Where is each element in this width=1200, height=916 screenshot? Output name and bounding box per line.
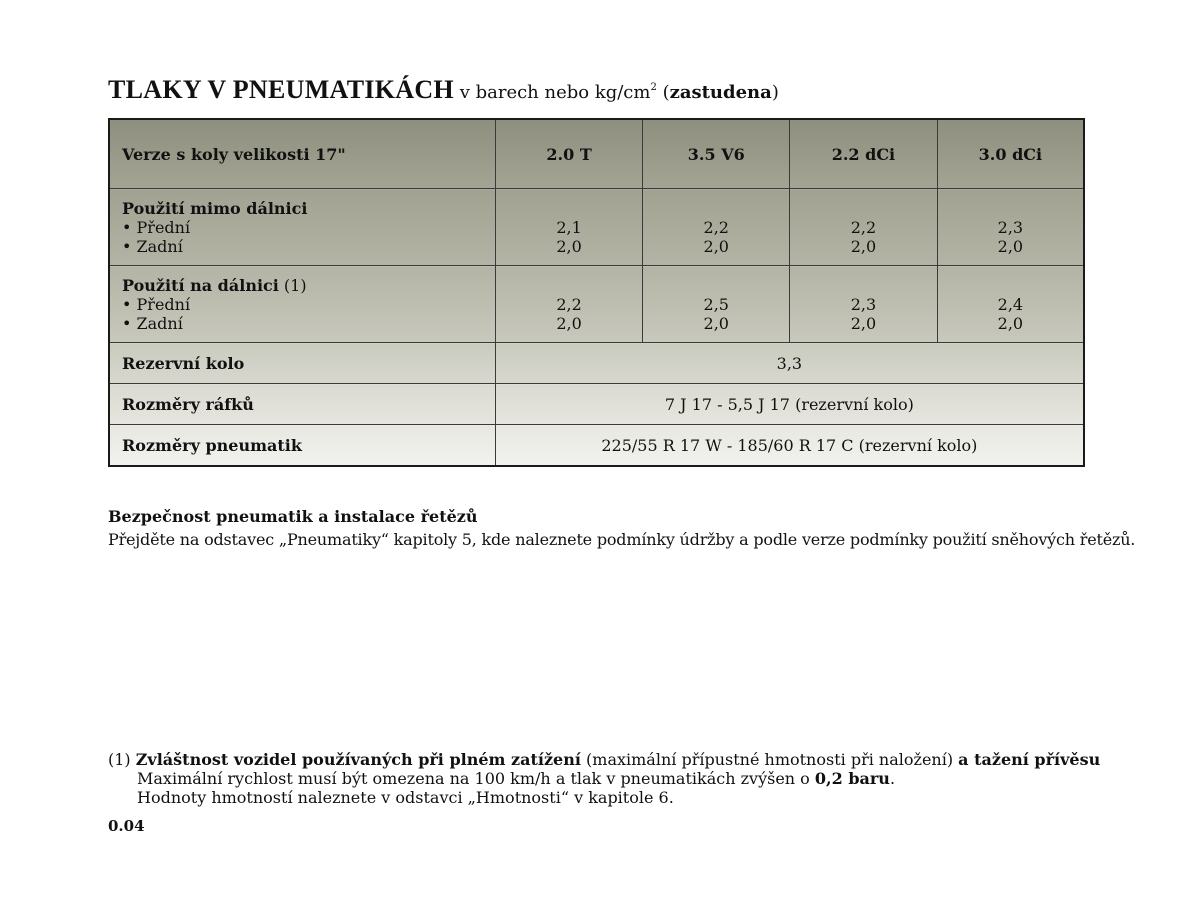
front-value: 2,5 xyxy=(703,294,729,314)
rims-value: 7 J 17 - 5,5 J 17 (rezervní kolo) xyxy=(495,384,1084,425)
spare-label: Rezervní kolo xyxy=(109,343,495,384)
title-paren-open: ( xyxy=(656,82,670,103)
rear-value: 2,0 xyxy=(703,313,729,333)
offroad-label: Použití mimo dálnici xyxy=(122,198,308,218)
offroad-label-cell xyxy=(109,189,495,266)
tyre-pressure-table xyxy=(108,118,1085,467)
footnote-marker: (1) xyxy=(108,750,136,769)
title-unit-text: v barech nebo kg/cm xyxy=(453,82,651,103)
footnote-ref: (1) xyxy=(278,275,307,295)
value-cell xyxy=(937,189,1084,266)
value-cell xyxy=(790,189,938,266)
rear-value: 2,0 xyxy=(997,236,1024,256)
footnote-line-2-bold: 0,2 baru xyxy=(814,769,890,788)
value-cell xyxy=(790,266,938,343)
tyres-value: 225/55 R 17 W - 185/60 R 17 C (rezervní kolo) xyxy=(495,425,1084,467)
rear-value: 2,0 xyxy=(997,313,1024,333)
table-row-spare xyxy=(109,343,1084,384)
version-header: 2.2 dCi xyxy=(790,119,938,189)
rear-label: • Zadní xyxy=(122,313,183,333)
highway-label-cell xyxy=(109,266,495,343)
table-row-rims xyxy=(109,384,1084,425)
footnote-line-3: Hodnoty hmotností naleznete v odstavci „Hmotnosti“ v kapitole 6. xyxy=(137,788,674,807)
rear-label: • Zadní xyxy=(122,236,183,256)
highway-label: Použití na dálnici xyxy=(122,275,279,295)
page-title xyxy=(108,74,779,109)
title-superscript: 2 xyxy=(650,82,657,93)
front-value: 2,3 xyxy=(997,217,1024,237)
table-row-offroad xyxy=(109,189,1084,266)
rear-value: 2,0 xyxy=(556,313,582,333)
footnote-line-2-text: Maximální rychlost musí být omezena na 100 km/h a tlak v pneumatikách zvýšen o xyxy=(137,769,815,788)
table-row-tyres xyxy=(109,425,1084,467)
version-header: 2.0 T xyxy=(495,119,643,189)
rear-value: 2,0 xyxy=(850,313,877,333)
rear-value: 2,0 xyxy=(703,236,729,256)
title-main: TLAKY V PNEUMATIKÁCH xyxy=(108,75,454,104)
footnote-bold-2: a tažení přívěsu xyxy=(958,750,1101,769)
front-label: • Přední xyxy=(122,294,191,314)
tyres-label: Rozměry pneumatik xyxy=(109,425,495,467)
front-value: 2,2 xyxy=(556,294,582,314)
front-label: • Přední xyxy=(122,217,191,237)
value-cell xyxy=(643,189,790,266)
rims-label: Rozměry ráfků xyxy=(109,384,495,425)
table-row-highway xyxy=(109,266,1084,343)
front-value: 2,3 xyxy=(850,294,877,314)
value-cell xyxy=(643,266,790,343)
value-cell xyxy=(495,266,643,343)
footnote-normal-1: (maximální přípustné hmotnosti při naložení) xyxy=(580,750,959,769)
front-value: 2,2 xyxy=(703,217,729,237)
value-cell xyxy=(495,189,643,266)
front-value: 2,1 xyxy=(556,217,582,237)
safety-heading: Bezpečnost pneumatik a instalace řetězů xyxy=(108,507,478,526)
footnote xyxy=(108,750,1100,807)
front-value: 2,2 xyxy=(850,217,877,237)
spare-value: 3,3 xyxy=(495,343,1084,384)
title-paren-close: ) xyxy=(771,82,779,103)
version-header: 3.0 dCi xyxy=(937,119,1084,189)
table-header-row xyxy=(109,119,1084,189)
page-number: 0.04 xyxy=(108,817,145,835)
title-condition: zastudena xyxy=(669,82,772,103)
footnote-line-1 xyxy=(108,750,1100,769)
value-cell xyxy=(937,266,1084,343)
rear-value: 2,0 xyxy=(556,236,582,256)
footnote-line-2-end: . xyxy=(889,769,896,788)
footnote-bold-1: Zvláštnost vozidel používaných při plném zatížení xyxy=(135,750,581,769)
version-header: 3.5 V6 xyxy=(643,119,790,189)
safety-text: Přejděte na odstavec „Pneumatiky“ kapitoly 5, kde naleznete podmínky údržby a podle verze podmínky použití sněhových řetězů. xyxy=(108,530,1136,549)
rear-value: 2,0 xyxy=(850,236,877,256)
front-value: 2,4 xyxy=(997,294,1024,314)
header-label: Verze s koly velikosti 17" xyxy=(109,119,495,189)
footnote-line-2 xyxy=(108,769,1100,788)
